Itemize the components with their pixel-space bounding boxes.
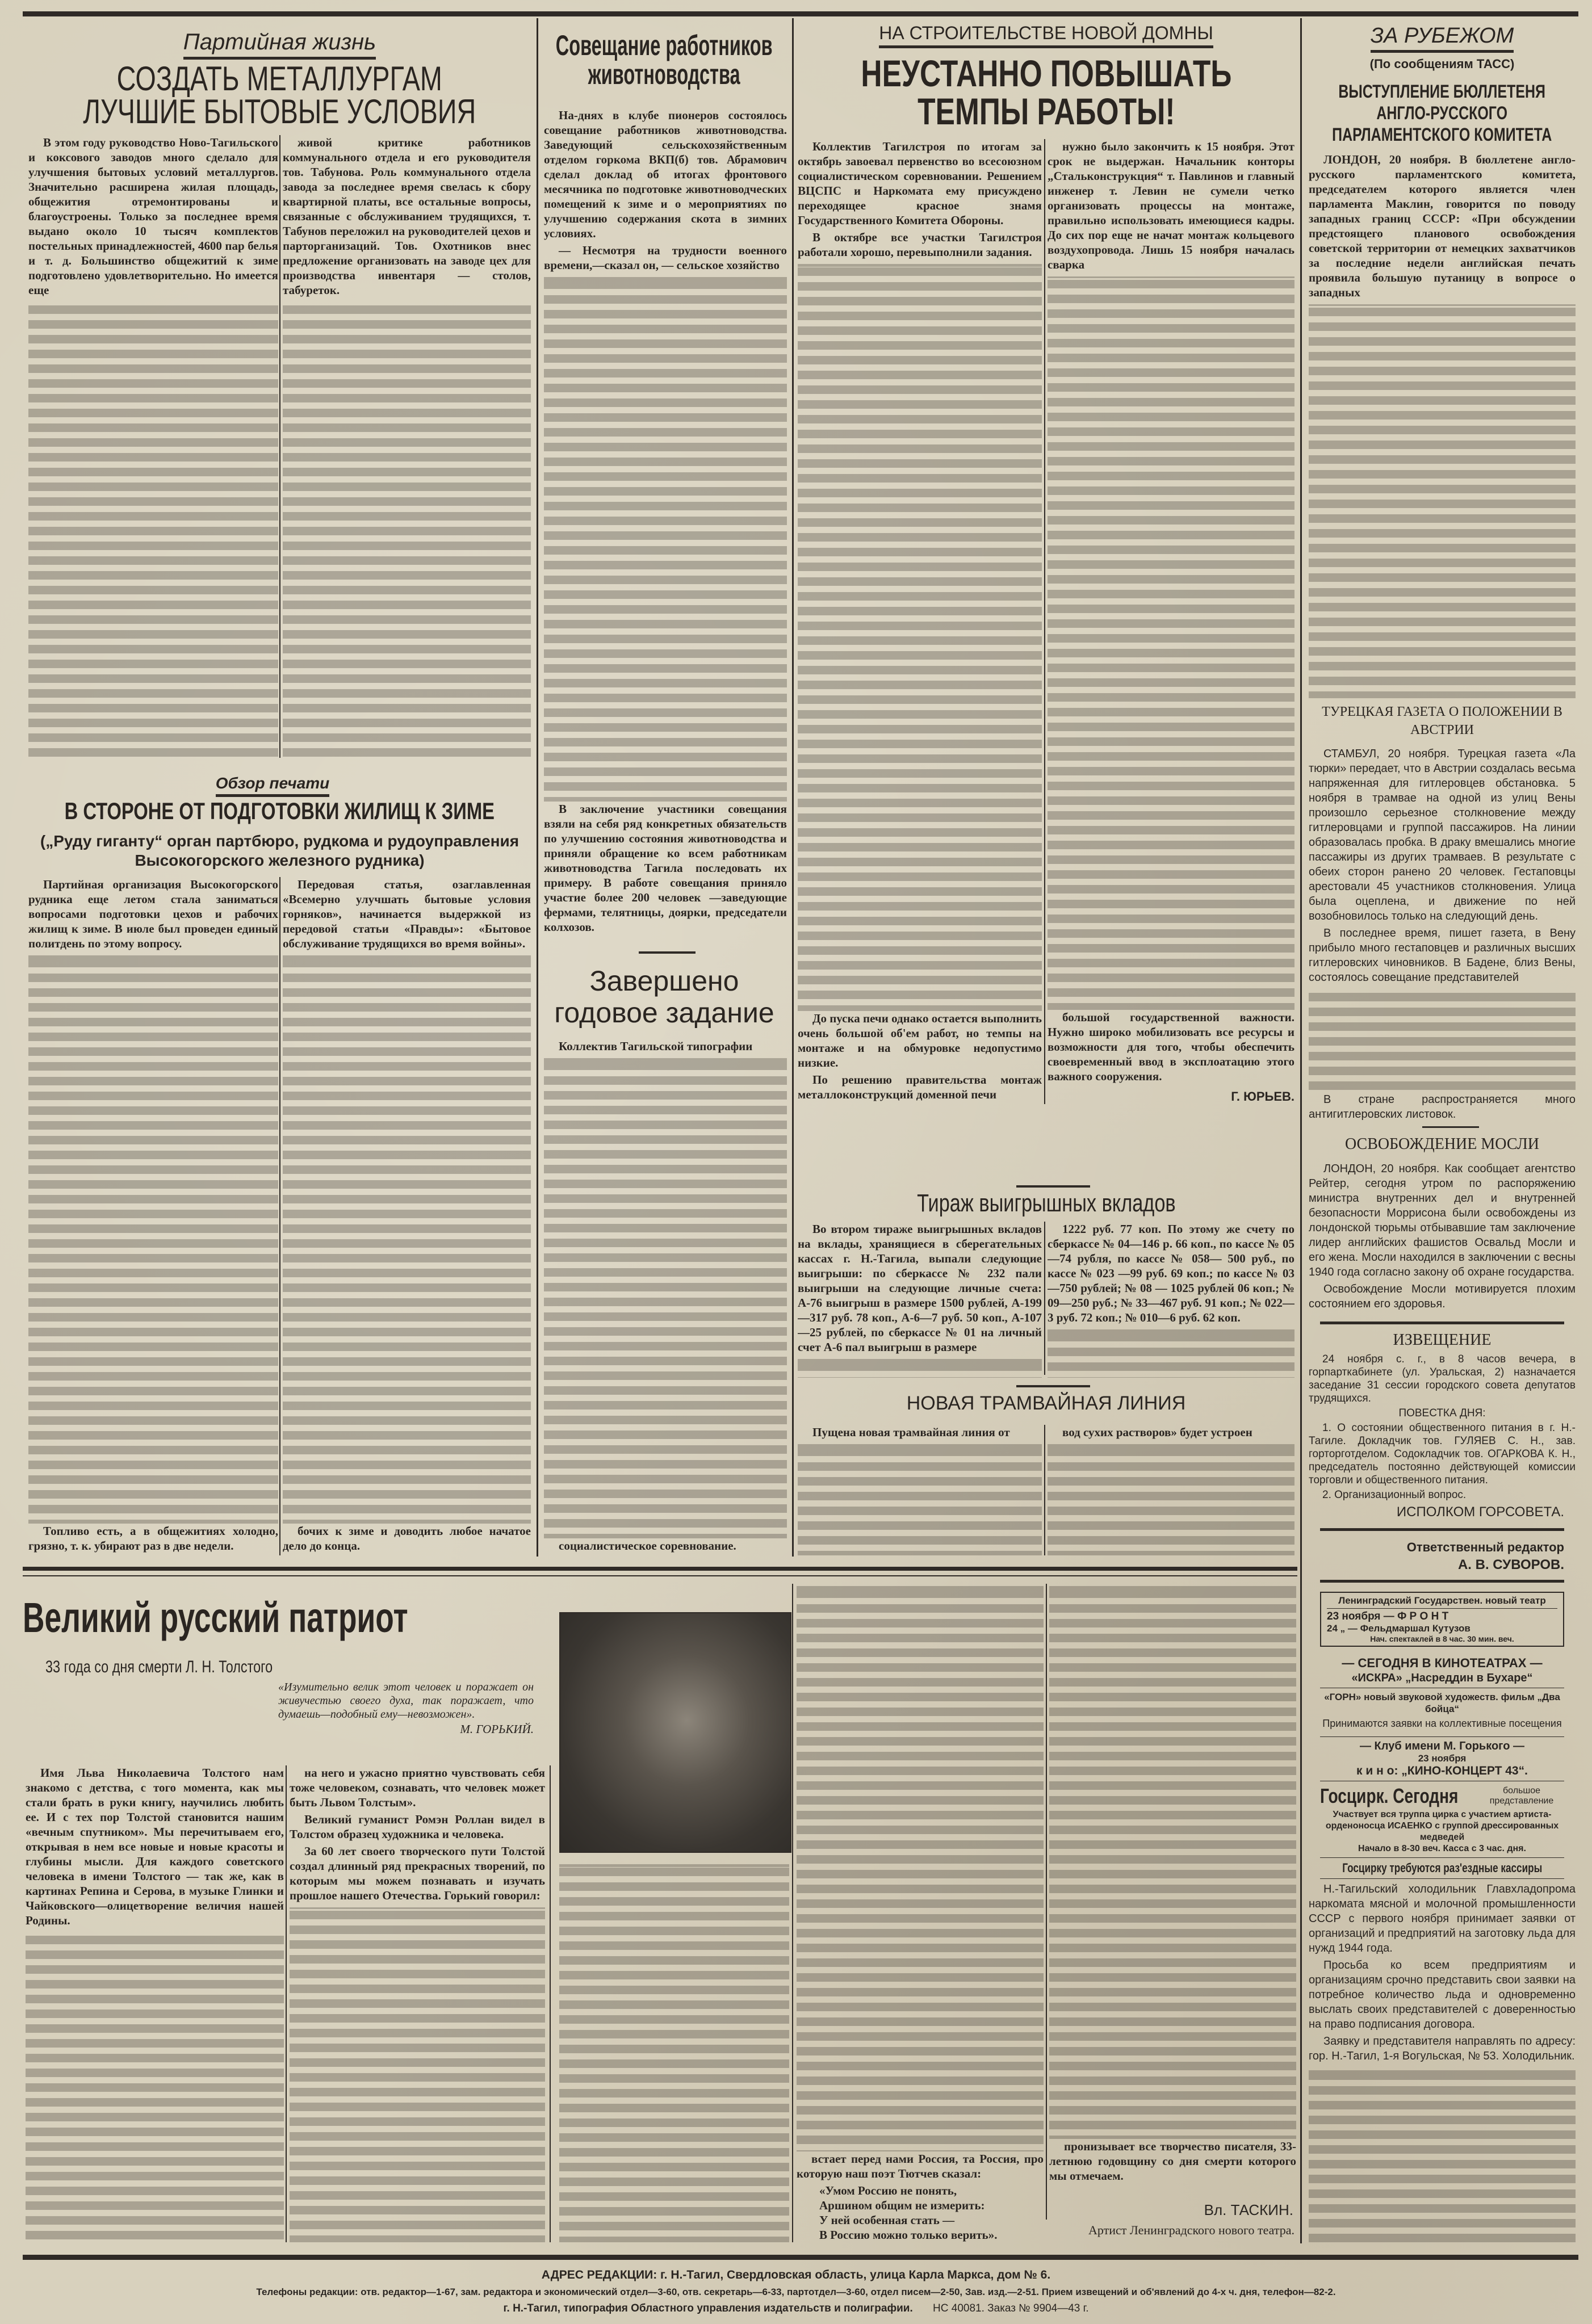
section-rule <box>23 1575 1297 1576</box>
theater-title: Ленинградский Государствен. новый театр <box>1327 1595 1557 1609</box>
theater-line: Нач. спектаклей в 8 час. 30 мин. веч. <box>1370 1634 1514 1643</box>
paragraph: В октябре все участки Тагилстроя работали хорошо, перевыполнили задания. <box>798 230 1042 259</box>
paragraph: вод сухих растворов» будет устроен <box>1062 1425 1252 1439</box>
club-date: 23 ноября <box>1418 1753 1467 1764</box>
separator <box>639 951 696 954</box>
article-headline: ТУРЕЦКАЯ ГАЗЕТА О ПОЛОЖЕНИИ В АВСТРИИ <box>1322 704 1562 737</box>
article-headline: ВЫСТУПЛЕНИЕ БЮЛЛЕТЕНЯ АНГЛО-РУССКОГО ПАРЛАМЕНТСКОГО КОМИТЕТА <box>1332 81 1552 145</box>
top-rule <box>23 11 1578 16</box>
notice-signature: ИСПОЛКОМ ГОРСОВЕТА. <box>1396 1504 1564 1520</box>
cinema-gorn: «ГОРН» новый звуковой художеств. фильм „Два бойца“ <box>1324 1692 1560 1714</box>
agenda-item: 1. О состоянии общественного питания в г. Н.-Тагиле. Докладчик тов. ГУЛЯЕВ С. Н., зав. горторготделом. Содокладчик тов. ОГАРКОВА К. Н., председатель постоянно действующей комиссии торговли и общественного питания. <box>1309 1422 1576 1486</box>
paragraph: До пуска печи однако остается выполнить очень большой об'ем работ, но темпы на монтаже и на обмуровке недопустимо низкие. <box>798 1012 1042 1069</box>
paragraph: бочих к зиме и доводить любое начатое дело до конца. <box>283 1524 531 1553</box>
paragraph: встает перед нами Россия, та Россия, про которую наш поэт Тютчев сказал: <box>797 2152 1044 2180</box>
illegible-text-lines <box>28 955 278 1524</box>
article-headline: Завершено годовое задание <box>554 965 774 1029</box>
paragraph: Пущена новая трамвайная линия от <box>812 1425 1010 1439</box>
paragraph: В последнее время, пишет газета, в Вену прибыло много гестаповцев и различных высших гитлеровских чиновников. В Бадене, близ Вены, состоялось совещание представителей <box>1309 927 1576 984</box>
theater-line: 24 „ — Фельдмаршал Кутузов <box>1327 1623 1470 1634</box>
subcolumn-divider <box>279 135 280 758</box>
paragraph: Освобождение Мосли мотивируется плохим состоянием его здоровья. <box>1309 1283 1576 1310</box>
subcolumn-divider <box>792 1584 793 2242</box>
article-headline <box>28 60 531 131</box>
cinema-note: Принимаются заявки на коллективные посещения <box>1322 1718 1562 1729</box>
printer-line <box>0 2302 1592 2315</box>
article-signature: Г. ЮРЬЕВ. <box>1231 1089 1294 1104</box>
agenda-title: ПОВЕСТКА ДНЯ: <box>1398 1407 1486 1419</box>
illegible-text-lines <box>544 1058 787 1538</box>
poem-line: «Умом Россию не понять, <box>819 2184 957 2197</box>
poem-line: У ней особенная стать — <box>819 2213 955 2227</box>
right-column-notices-and-ads <box>1309 1318 1576 2246</box>
printer-text: г. Н.-Тагил, типография Областного управления издательств и полиграфии. <box>503 2302 913 2314</box>
paragraph: За 60 лет своего творческого пути Толстой создал длинный ряд прекрасных творений, по которым мы можем познавать и изучать прошлое нашего Отечества. Горький говорил: <box>290 1844 545 1902</box>
article-column <box>283 135 531 758</box>
epigraph: «Изумительно велик этот человек и поражает он живучестью своего духа, так поражает, что думаешь—подобный ему—невозможен». <box>278 1681 534 1721</box>
editorial-phones: Телефоны редакции: отв. редактор—1-67, зам. редактора и экономический отдел—3-60, отв. секретарь—6-33, партотдел—3-60, отдел писем—2-50, Зав. изд.—2-51. Прием извещений и об'явлений до 4-х ч. дня, телефон—82-2. <box>256 2287 1336 2297</box>
signature-title: Артист Ленинградского нового театра. <box>1088 2223 1294 2237</box>
paragraph: 1222 руб. 77 коп. По этому же счету по сберкассе № 04—146 р. 66 коп., по кассе № 05—74 рубля, по кассе № 058— 500 руб., по кассе № 023 —99 руб. 69 коп.; по кассе № 03—750 рублей; № 08 — 1025 рублей 06 коп.; № 09—250 руб.; № 33—467 руб. 91 коп.; № 022—3 руб. 72 коп.; № 010—6 руб. 62 коп. <box>1048 1222 1294 1324</box>
article-column <box>1049 1584 1296 2185</box>
section-kicker: НА СТРОИТЕЛЬСТВЕ НОВОЙ ДОМНЫ <box>798 23 1294 44</box>
separator <box>1320 1528 1564 1531</box>
paragraph: Коллектив Тагилстроя по итогам за октябрь завоевал первенство во всесоюзном социалистическом соревновании. Решением ВЦСПС и Наркомата ему присуждено переходящее красное знамя Государственного Комитета Обороны. <box>798 140 1042 227</box>
illegible-text-lines <box>1048 276 1294 1010</box>
article-column <box>1048 1425 1294 1555</box>
section-rule <box>23 1567 1297 1571</box>
illegible-text-lines <box>797 1586 1044 2151</box>
article-column <box>797 1584 1044 2242</box>
article-column <box>798 139 1042 1104</box>
separator <box>1016 1185 1090 1188</box>
illegible-text-lines <box>283 955 531 1524</box>
section-kicker <box>28 30 531 55</box>
editor-name: А. В. СУВОРОВ. <box>1457 1557 1564 1572</box>
paragraph: нужно было закончить к 15 ноября. Этот срок не выдержан. Начальник конторы „Стальконструкция“ т. Павлинов и главный инженер т. Левин не сумели четко организовать процессы на монтаже, правильно использовать имеющиеся кадры. До сих пор еще не начат монтаж кольцевого воздухопровода. Лишь 15 ноября началась сварка <box>1048 140 1294 271</box>
article-column <box>290 1765 545 2242</box>
agenda-item: 2. Организационный вопрос. <box>1322 1489 1467 1501</box>
illegible-text-lines <box>290 1907 545 2242</box>
paragraph: В заключение участники совещания взяли на себя ряд конкретных обязательств по улучшению состояния животноводства и приняли обращение ко всем работникам животноводства Тагила последовать их примеру. В работе совещания приняло участие более 200 человек —заведующие фермами, телятницы, доярки, председатели колхозов. <box>544 802 787 934</box>
separator <box>1320 1580 1564 1583</box>
cashiers-ad: Госцирку требуются раз'ездные кассиры <box>1342 1861 1543 1875</box>
article-column <box>1309 152 1576 698</box>
illegible-text-lines <box>798 1359 1042 1378</box>
article-column <box>798 1425 1042 1555</box>
paragraph: Имя Льва Николаевича Толстого нам знакомо с детства, с того момента, как мы стали брать в руки книгу, научились любить ее. И с тех пор Толстой становится нашим «вечным спутником». Мы перечитываем его, открывая в нем все новые и новые красоты и глубины мысли. Для каждого советского человека в имени Толстого — так же, как в картинах Репина и Серова, в музыке Глинки и Чайковского—олицетворение величия нашей Родины. <box>26 1766 284 1927</box>
illegible-text-lines <box>283 302 531 758</box>
illegible-text-lines <box>798 1444 1042 1555</box>
subcolumn-divider <box>1044 1425 1045 1555</box>
article-column <box>544 1039 787 1555</box>
paragraph: ЛОНДОН, 20 ноября. Как сообщает агентство Рейтер, сегодня утром по распоряжению министра внутренних дел и внутренней безопасности Моррисона были освобождены из лондонской тюрьмы отбывавшие там заключение лидер английских фашистов Освальд Мосли и его жена. Мосли находился в заключении с весны 1940 года согласно закону об охране государства. <box>1309 1163 1576 1278</box>
article-column <box>28 877 278 1555</box>
article-column <box>544 108 787 937</box>
paragraph: Во втором тираже выигрышных вкладов на вклады, хранящиеся в сберегательных кассах г. Н.-Тагила, выпали следующие выигрыши: по сберкассе № 232 пали выигрыши на следующие личные счета: А-76 выигрыш в размере 1500 рублей, А-199—317 руб. 78 коп., А-6—7 руб. 50 коп., А-107—25 рублей, по сберкассе № 01 на личный счет А-6 пал выигрыш в размере <box>798 1222 1042 1354</box>
illegible-text-lines <box>1309 989 1576 1092</box>
kicker-text: Партийная жизнь <box>183 30 376 60</box>
illegible-text-lines <box>559 1864 789 2242</box>
article-subhead: 33 года со дня смерти Л. Н. Толстого <box>45 1658 273 1676</box>
editorial-address: АДРЕС РЕДАКЦИИ: г. Н.-Тагил, Свердловская область, улица Карла Маркса, дом № 6. <box>541 2268 1051 2281</box>
theater-line: 23 ноября — Ф Р О Н Т <box>1327 1610 1449 1622</box>
paragraph: большой государственной важности. Нужно широко мобилизовать все ресурсы и возможности для того, чтобы обеспечить своевременный ввод в эксплоатацию этого важного сооружения. <box>1048 1010 1294 1083</box>
article-column <box>28 135 278 758</box>
circus-line: Начало в 8-30 веч. Касса с 3 час. дня. <box>1358 1844 1526 1853</box>
article-headline: Тираж выигрышных вкладов <box>916 1189 1176 1217</box>
paragraph: ЛОНДОН, 20 ноября. В бюллетене англо-русского парламентского комитета, председателем которого является член парламента Маклин, говорится по поводу западных границ СССР: «При обсуждении предстоящего планового освобождения советской территории от немецких захватчиков за последние недели английская печать проявила большую путаницу в вопросе о западных <box>1309 153 1576 299</box>
press-review-label: Обзор печати <box>187 774 358 792</box>
source-line: (По сообщениям ТАСС) <box>1369 57 1515 71</box>
paragraph: На-днях в клубе пионеров состоялось совещание работников животноводства. Заведующий сельскохозяйственным отделом горкома ВКП(б) тов. Абрамович сделал доклад об итогах фронтового месячника по подготовке животноводческих помещений к зиме и о мероприятиях по улучшению содержания скота в зимних условиях. <box>544 108 787 240</box>
ice-ad-paragraph: Н.-Тагильский холодильник Главхладопрома наркомата мясной и молочной промышленности СССР с первого ноября принимает заявки от организаций и предприятий на заготовку льда для нужд 1944 года. <box>1309 1883 1576 1954</box>
article-headline: В СТОРОНЕ ОТ ПОДГОТОВКИ ЖИЛИЩ К ЗИМЕ <box>64 798 495 824</box>
ice-ad-paragraph: Просьба ко всем предприятиям и организациям срочно представить свои заявки на потребное количество льда и одновременно выслать своих представителей с доверенностью на право подписания договора. <box>1309 1959 1576 2031</box>
club-show: к и н о: „КИНО-КОНЦЕРТ 43“. <box>1356 1764 1528 1777</box>
footer-rule <box>23 2255 1578 2260</box>
paragraph: 24 ноября с. г., в 8 часов вечера, в горпарткабинете (ул. Уральская, 2) назначается заседание 31 сессии городского совета депутатов трудящихся. <box>1309 1353 1576 1404</box>
illegible-text-lines <box>1309 304 1576 698</box>
article-column <box>798 1222 1042 1378</box>
circus-ad-header <box>1320 1784 1564 1808</box>
paragraph: СТАМБУЛ, 20 ноября. Турецкая газета «Ла тюрки» передает, что в Австрии создалась весьма напряженная для гитлеровцев обстановка. 5 ноября в трамвае на одной из улиц Вены произошло серьезное столкновение между гитлеровцами и группой пассажиров. На линии образовалась пробка. В драку вмешались многие пассажиры из других трамваев. В результате с обеих сторон ранено 20 человек. Гестаповцы арестовали 45 участников столкновения. Улица была оцеплена, и движение по ней возобновилось только на следующий день. <box>1309 748 1576 922</box>
article-column <box>1309 746 1576 1124</box>
article-headline: НЕУСТАННО ПОВЫШАТЬ ТЕМПЫ РАБОТЫ! <box>861 52 1231 133</box>
article-column <box>1309 1161 1576 1316</box>
article-headline: Совещание работников животноводства <box>556 30 773 90</box>
paragraph: В этом году руководство Ново-Тагильского и коксового заводов много сделало для улучшения бытовых условий металлургов. Значительно расширена жилая площадь, общежития отремонтированы и благоустроены. Только за последнее время выдано около 10 тысяч комплектов постельных принадлежностей, 4600 пар белья и т. д. Большинство общежитий к зиме подготовлено удовлетворительно. Но имеется еще <box>28 136 278 297</box>
order-number: НС 40081. Заказ № 9904—43 г. <box>933 2302 1089 2314</box>
column-divider <box>537 18 538 1557</box>
article-column <box>283 877 531 1555</box>
paragraph: В стране распространяется много антигитлеровских листовок. <box>1309 1093 1576 1121</box>
article-headline: Великий русский патриот <box>23 1594 408 1641</box>
circus-side: большое представление <box>1489 1786 1554 1806</box>
subcolumn-divider <box>279 877 280 1555</box>
theater-ad <box>1320 1592 1564 1647</box>
separator <box>1320 1857 1564 1858</box>
separator <box>1016 1385 1090 1387</box>
article-headline: ОСВОБОЖДЕНИЕ МОСЛИ <box>1344 1135 1540 1153</box>
circus-line: Участвует вся труппа цирка с участием артиста-орденоносца ИСАЕНКО с группой дрессированных медведей <box>1325 1810 1559 1842</box>
paragraph: социалистическое соревнование. <box>559 1539 736 1553</box>
paragraph: Партийная организация Высокогорского рудника еще летом стала заниматься вопросами подготовки цехов и рабочих жилищ к зиме. В июле был проведен единый политдень по этому вопросу. <box>28 878 278 950</box>
illegible-text-lines <box>28 302 278 758</box>
headline-line: ЛУЧШИЕ БЫТОВЫЕ УСЛОВИЯ <box>83 93 476 131</box>
headline-line: СОЗДАТЬ МЕТАЛЛУРГАМ <box>116 60 443 98</box>
ice-ad-paragraph: Заявку и представителя направлять по адресу: гор. Н.-Тагил, 1-я Вогульская, № 53. Холодильник. <box>1309 2035 1576 2062</box>
epigraph-block <box>278 1680 534 1736</box>
club-title: — Клуб имени М. Горького — <box>1359 1740 1525 1752</box>
subcolumn-divider <box>1046 1584 1047 2220</box>
poem-line: В Россию можно только верить». <box>819 2228 998 2242</box>
subcolumn-divider <box>286 1765 287 2242</box>
cinema-iskra: «ИСКРА» „Насреддин в Бухаре“ <box>1351 1672 1533 1684</box>
paragraph: пронизывает все творчество писателя, 33-летнюю годовщину со дня смерти которого мы отмечаем. <box>1049 2140 1296 2183</box>
column-divider <box>1300 18 1302 2243</box>
illegible-text-lines <box>1048 1444 1294 1555</box>
paragraph: живой критике работников коммунального отдела и его руководителя тов. Табунова. Роль коммунального отдела завода за последнее время свелась к сбору квартирной платы, все остальные вопросы, связанные с обслуживанием трудящихся, т. Табунов переложил на руководителей цехов и парторганизаций. Тов. Охотников внес предложение организовать на заводе цех для производства инвентаря — столов, табуреток. <box>283 136 531 297</box>
article-headline: НОВАЯ ТРАМВАЙНАЯ ЛИНИЯ <box>906 1392 1186 1414</box>
paragraph: на него и ужасно приятно чувствовать себя тоже человеком, сознавать, что человек может быть Львом Толстым». <box>290 1766 545 1809</box>
illegible-text-lines <box>1309 2068 1576 2246</box>
epigraph-author: М. ГОРЬКИЙ. <box>460 1722 534 1736</box>
tolstoy-portrait-photo <box>559 1612 791 1853</box>
paragraph: По решению правительства монтаж металлоконструкций доменной печи <box>798 1073 1042 1101</box>
paragraph: Коллектив Тагильской типографии <box>559 1039 753 1053</box>
notice-headline: ИЗВЕЩЕНИЕ <box>1393 1331 1492 1349</box>
column-divider <box>792 18 794 1557</box>
paragraph: Топливо есть, а в общежитиях холодно, грязно, т. к. убирают раз в две недели. <box>28 1524 278 1553</box>
subcolumn-divider <box>550 1765 551 2242</box>
paragraph: Великий гуманист Ромэн Роллан видел в Толстом образец художника и человека. <box>290 1813 545 1841</box>
circus-title: Госцирк. Сегодня <box>1320 1784 1459 1807</box>
article-subhead: („Руду гиганту“ орган партбюро, рудкома и рудоуправления Высокогорского железного рудника) <box>40 832 520 869</box>
paragraph: — Несмотря на трудности военного времени,—сказал он, — сельское хозяйство <box>544 244 787 272</box>
subcolumn-divider <box>1044 1222 1045 1375</box>
article-column <box>559 1862 789 2242</box>
separator <box>1320 1736 1564 1737</box>
separator <box>1320 1322 1564 1324</box>
illegible-text-lines <box>1048 1329 1294 1378</box>
illegible-text-lines <box>26 1932 284 2242</box>
cinema-title: — СЕГОДНЯ В КИНОТЕАТРАХ — <box>1342 1656 1543 1670</box>
subcolumn-divider <box>1044 139 1045 1104</box>
editor-label: Ответственный редактор <box>1406 1540 1564 1554</box>
separator <box>1320 1878 1564 1879</box>
article-signature: Вл. ТАСКИН. <box>1204 2201 1293 2218</box>
paragraph: Передовая статья, озаглавленная «Всемерно улучшать бытовые условия горняков», начинается выдержкой из передовой статьи «Правды»: «Бытовое обслуживание трудящихся во время войны». <box>283 878 531 950</box>
article-column <box>1048 139 1294 1104</box>
section-kicker: ЗА РУБЕЖОМ <box>1306 24 1578 48</box>
illegible-text-lines <box>798 264 1042 1011</box>
separator <box>1422 1126 1479 1128</box>
illegible-text-lines <box>544 277 787 802</box>
illegible-text-lines <box>1049 1586 1296 2139</box>
article-column <box>1048 1222 1294 1378</box>
poem-line: Аршином общим не измерить: <box>819 2199 985 2212</box>
article-column <box>26 1765 284 2242</box>
